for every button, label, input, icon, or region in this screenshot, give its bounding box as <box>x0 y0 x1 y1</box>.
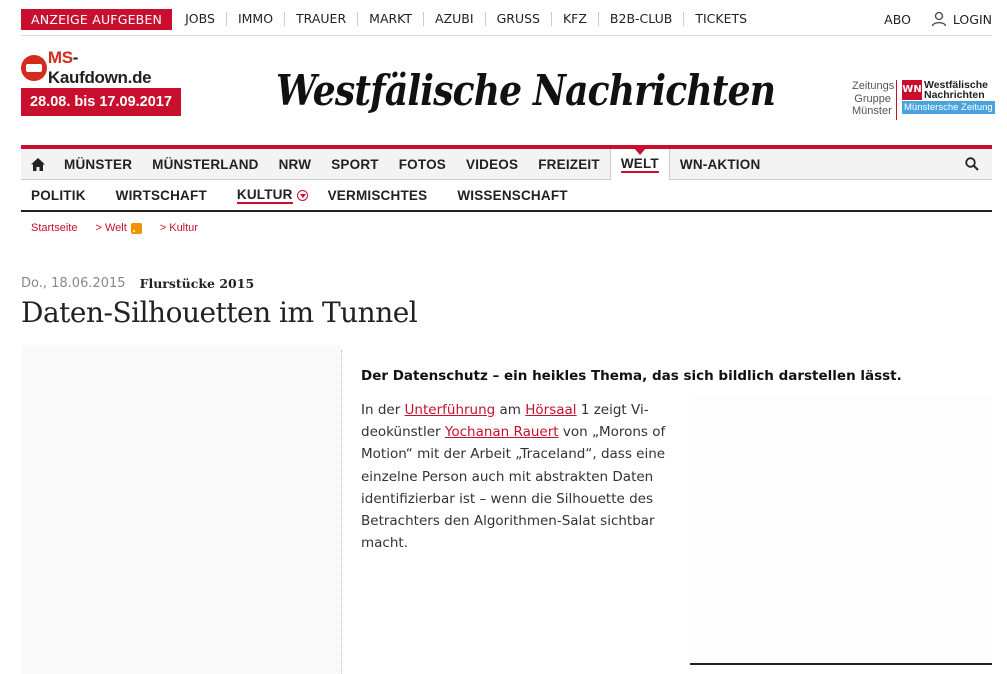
zeitungsgruppe-text <box>852 80 897 120</box>
article-headline: Daten-Silhouetten im Tunnel <box>21 296 418 329</box>
home-icon <box>31 158 45 171</box>
sidebar-ad-area <box>690 395 992 665</box>
service-link-tickets[interactable]: TICKETS <box>695 11 748 26</box>
article-date: Do., 18.06.2015 <box>21 276 126 291</box>
user-icon <box>931 11 947 27</box>
article-meta <box>21 276 254 291</box>
main-navigation <box>21 145 992 180</box>
article-lead: Der Datenschutz – ein heikles Thema, das sich bildlich darstellen lässt. <box>361 368 902 384</box>
wn-badge: WN <box>902 80 922 100</box>
wn-mz-logo <box>902 80 995 120</box>
service-links <box>174 12 758 26</box>
column-divider <box>341 350 342 674</box>
search-button[interactable] <box>952 149 992 179</box>
service-link-kfz[interactable]: KFZ <box>552 12 599 26</box>
subnav-wirtschaft[interactable]: WIRTSCHAFT <box>115 188 207 203</box>
ms-kaufdown-promo[interactable] <box>21 48 181 116</box>
breadcrumb-welt[interactable]: > Welt <box>95 222 141 234</box>
promo-brand-suffix: -Kaufdown.de <box>47 48 152 87</box>
link-unterfuehrung[interactable]: Unterführung <box>404 402 496 418</box>
login-link[interactable] <box>931 11 992 27</box>
zgm-line-1: Zeitungs <box>852 80 895 92</box>
subnav-kultur[interactable]: KULTUR <box>227 187 318 204</box>
article-topic: Flurstücke 2015 <box>139 276 255 291</box>
service-link-jobs[interactable]: JOBS <box>174 12 227 26</box>
sidebar-divider <box>690 663 992 665</box>
account-area <box>884 11 992 27</box>
service-link-gruss[interactable]: GRUSS <box>486 12 552 26</box>
mz-badge: Münstersche Zeitung <box>904 102 993 113</box>
zgm-line-2: Gruppe <box>854 92 891 105</box>
promo-logo <box>21 48 181 87</box>
service-link-trauer[interactable]: TRAUER <box>285 12 358 26</box>
top-divider <box>21 35 992 36</box>
link-yochanan-rauert[interactable]: Yochanan Rauert <box>444 424 559 441</box>
service-link-b2b-club[interactable]: B2B-CLUB <box>599 12 684 26</box>
abo-link[interactable]: ABO <box>884 11 911 27</box>
zgm-line-3: Münster <box>852 105 892 117</box>
wn-name: Westfälische Nachrichten <box>924 79 988 101</box>
nav-wn-aktion[interactable]: WN-AKTION <box>679 156 761 172</box>
breadcrumb <box>31 222 216 234</box>
zeitungsgruppe-logo[interactable] <box>852 80 992 120</box>
subnav-vermischtes[interactable]: VERMISCHTES <box>327 188 428 203</box>
subnav-politik[interactable]: POLITIK <box>31 188 86 203</box>
service-link-azubi[interactable]: AZUBI <box>424 12 486 26</box>
nav-welt[interactable]: WELT <box>610 149 670 180</box>
service-link-markt[interactable]: MARKT <box>358 12 424 26</box>
subnav-wissenschaft[interactable]: WISSENSCHAFT <box>457 188 568 203</box>
service-link-immo[interactable]: IMMO <box>227 12 285 26</box>
link-hoersaal[interactable]: Hörsaal <box>525 402 577 418</box>
nav-fotos[interactable]: FOTOS <box>398 156 446 172</box>
anzeige-aufgeben-button[interactable]: ANZEIGE AUFGEBEN <box>21 9 172 30</box>
sub-navigation <box>21 181 992 212</box>
home-button[interactable] <box>21 149 54 179</box>
article-image-area <box>21 345 341 674</box>
service-bar <box>21 8 992 30</box>
promo-brand-prefix: MS <box>47 48 73 67</box>
nav-muensterland[interactable]: MÜNSTERLAND <box>152 156 259 172</box>
nav-videos[interactable]: VIDEOS <box>466 156 519 172</box>
rss-icon[interactable] <box>131 223 142 234</box>
promo-dates: 28.08. bis 17.09.2017 <box>21 88 181 116</box>
login-label: LOGIN <box>952 11 992 27</box>
chevron-down-icon[interactable] <box>297 190 308 201</box>
masthead-logo[interactable]: Westfälische Nachrichten <box>276 66 776 115</box>
breadcrumb-kultur[interactable]: > Kultur <box>159 222 198 234</box>
nav-freizeit[interactable]: FREIZEIT <box>538 156 600 172</box>
nav-sport[interactable]: SPORT <box>331 156 379 172</box>
breadcrumb-startseite[interactable]: Startseite <box>31 222 78 234</box>
nav-muenster[interactable]: MÜNSTER <box>64 156 133 172</box>
article-body: In der Unterführung am Hörsaal 1 zeigt Videokünstler Yochanan Rauert von „Morons of Motion“ mit der Arbeit „Traceland“, dass eine einzelne Person auch mit abstrakten Daten identifizierbar ist – wenn die Silhouette des Betrachters den Algorithmen-Salat sichtbar macht. <box>361 402 666 552</box>
nav-nrw[interactable]: NRW <box>278 156 312 172</box>
promo-logo-icon <box>21 55 47 81</box>
search-icon <box>965 157 979 171</box>
